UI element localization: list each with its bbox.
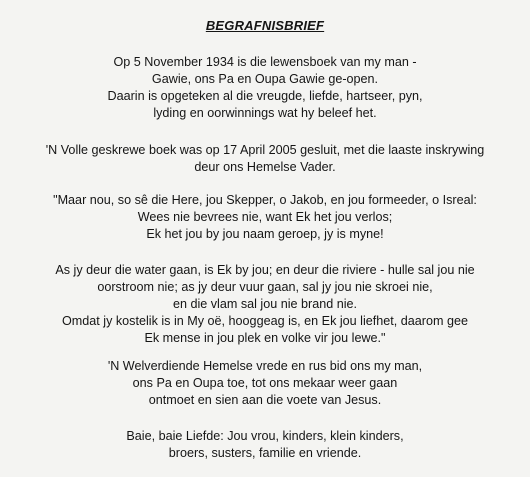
text-line: ontmoet en sien aan die voete van Jesus. — [148, 393, 382, 407]
text-line: Gawie, ons Pa en Oupa Gawie ge-open. — [151, 72, 379, 86]
text-line: Omdat jy kostelik is in My oë, hooggeag is, en Ek jou liefhet, daarom gee — [61, 314, 468, 328]
text-line: Baie, baie Liefde: Jou vrou, kinders, klein kinders, — [126, 429, 404, 443]
text-line: "Maar nou, so sê die Here, jou Skepper, o Jakob, en jou formeeder, o Isreal: — [53, 193, 477, 207]
paragraph-scripture-2 — [0, 262, 530, 347]
text-line: Wees nie bevrees nie, want Ek het jou verlos; — [137, 210, 393, 224]
paragraph-scripture-1 — [0, 192, 530, 243]
text-line: en die vlam sal jou nie brand nie. — [172, 297, 358, 311]
paragraph-rest-wish — [0, 358, 530, 409]
paragraph-book-closed — [0, 142, 530, 176]
text-line: Op 5 November 1934 is die lewensboek van my man - — [113, 55, 417, 69]
text-line: As jy deur die water gaan, is Ek by jou; en deur die riviere - hulle sal jou nie — [55, 263, 475, 277]
document-title: BEGRAFNISBRIEF — [205, 18, 325, 33]
text-line: lyding en oorwinnings wat hy beleef het. — [153, 106, 377, 120]
paragraph-life-book — [0, 54, 530, 122]
paragraph-signature — [0, 428, 530, 462]
text-line: deur ons Hemelse Vader. — [194, 160, 336, 174]
text-line: Ek mense in jou plek en volke vir jou lewe." — [144, 331, 386, 345]
text-line: broers, susters, familie en vriende. — [168, 446, 362, 460]
text-line: Ek het jou by jou naam geroep, jy is myne! — [146, 227, 384, 241]
text-line: 'N Volle geskrewe boek was op 17 April 2005 gesluit, met die laaste inskrywing — [45, 143, 485, 157]
text-line: ons Pa en Oupa toe, tot ons mekaar weer gaan — [132, 376, 398, 390]
text-line: 'N Welverdiende Hemelse vrede en rus bid ons my man, — [107, 359, 423, 373]
text-line: Daarin is opgeteken al die vreugde, liefde, hartseer, pyn, — [107, 89, 423, 103]
text-line: oorstroom nie; as jy deur vuur gaan, sal jy jou nie skroei nie, — [97, 280, 433, 294]
